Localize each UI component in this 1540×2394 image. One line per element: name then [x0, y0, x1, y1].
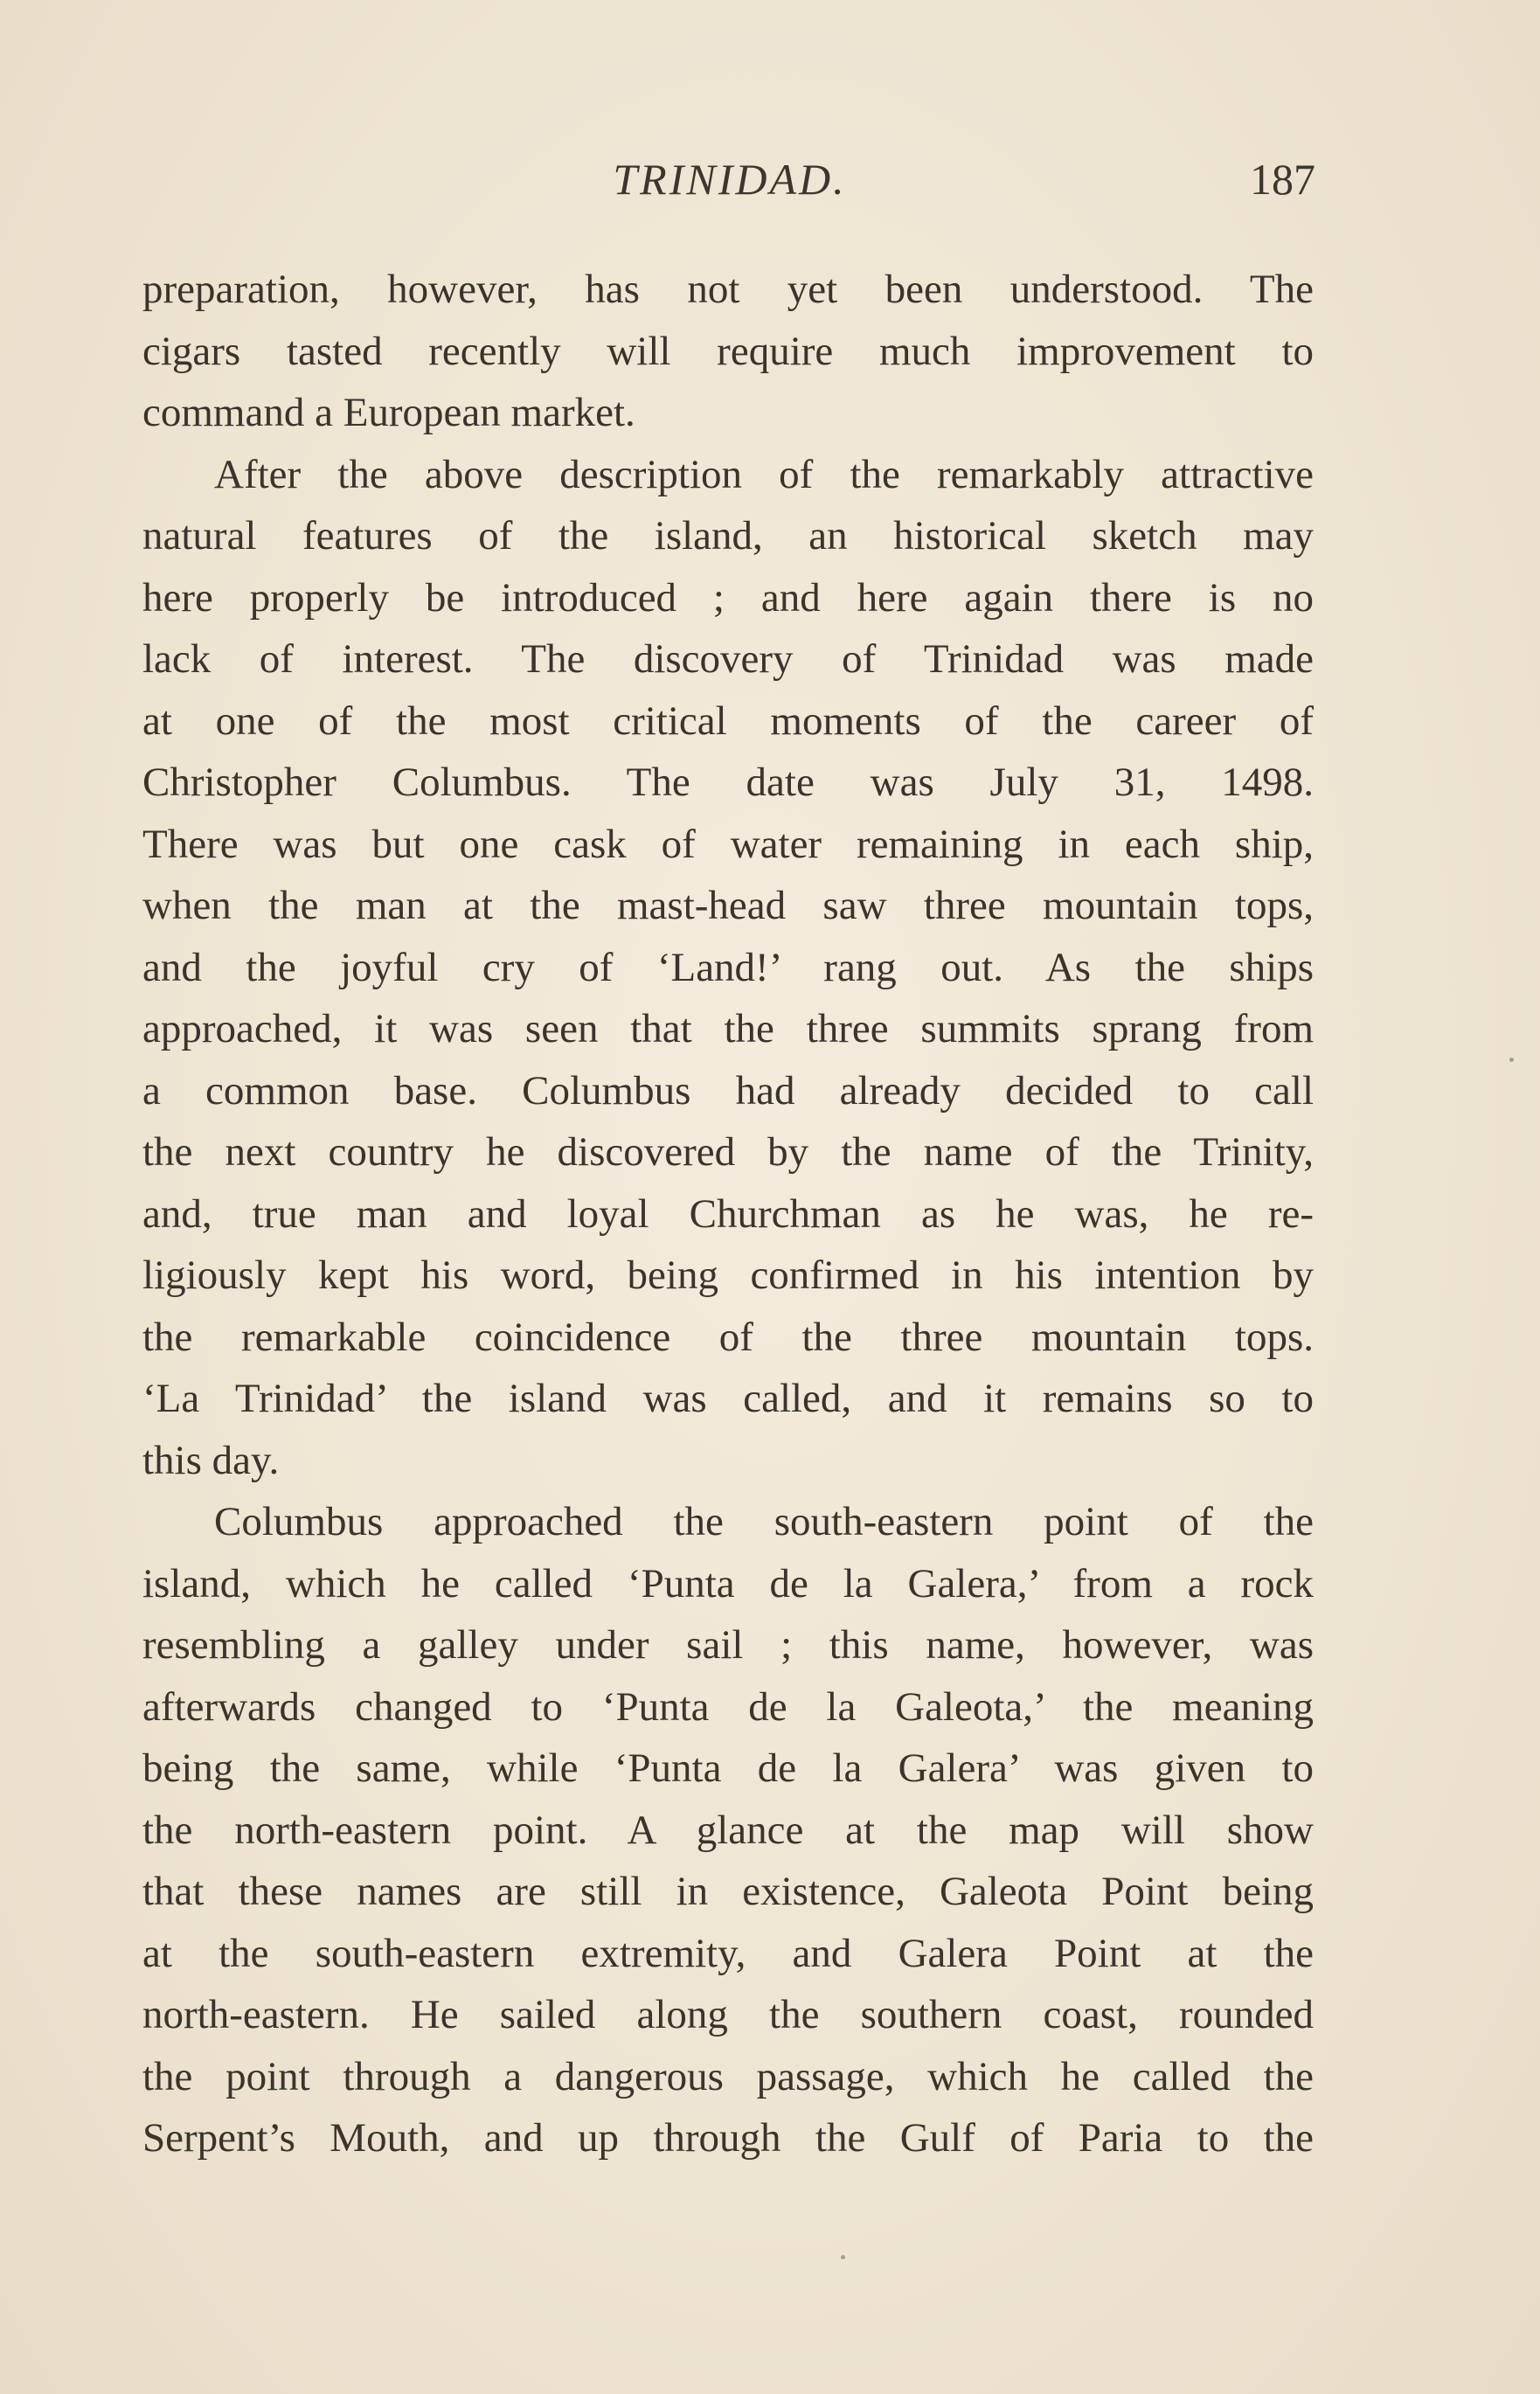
text-line: command a European market. — [142, 390, 635, 435]
text-line: that these names are still in existence, Galeota Point being — [142, 1869, 1314, 1914]
text-line: at one of the most critical moments of the career of — [142, 697, 1314, 744]
text-line: afterwards changed to ‘Punta de la Galeota,’ the meaning — [142, 1683, 1314, 1730]
text-line: Serpent’s Mouth, and up through the Gulf of Paria to the — [142, 2115, 1314, 2161]
text-line: island, which he called ‘Punta de la Galera,’ from a rock — [142, 1560, 1314, 1606]
text-line: this day. — [142, 1437, 280, 1483]
running-title: TRINIDAD. — [613, 155, 847, 204]
page-number: 187 — [1250, 155, 1315, 204]
text-line: and the joyful cry of ‘Land!’ rang out. As the ships — [142, 944, 1314, 990]
text-line: when the man at the mast-head saw three mountain tops, — [142, 883, 1314, 928]
body-text — [142, 259, 1314, 2169]
text-line: natural features of the island, an historical sketch may — [142, 513, 1314, 559]
text-line: here properly be introduced ; and here again there is no — [142, 574, 1314, 621]
text-line: ligiously kept his word, being confirmed in his intention by — [142, 1253, 1314, 1298]
text-line: the remarkable coincidence of the three mountain tops. — [142, 1314, 1314, 1360]
paper-speck — [1509, 1058, 1514, 1062]
text-line: and, true man and loyal Churchman as he was, he re- — [142, 1190, 1314, 1237]
text-line: the point through a dangerous passage, which he called the — [142, 2053, 1314, 2099]
text-line: approached, it was seen that the three summits sprang from — [142, 1006, 1314, 1051]
text-line: resembling a galley under sail ; this name, however, was — [142, 1622, 1314, 1668]
text-line: being the same, while ‘Punta de la Galera’ was given to — [142, 1745, 1314, 1791]
running-head — [144, 154, 1315, 215]
text-line: Columbus approached the south-eastern point of the — [214, 1499, 1314, 1544]
text-line: north-eastern. He sailed along the southern coast, rounded — [142, 1992, 1314, 2037]
text-line: lack of interest. The discovery of Trinidad was made — [142, 636, 1314, 682]
text-line: at the south-eastern extremity, and Galera Point at the — [142, 1930, 1314, 1976]
text-line: the north-eastern point. A glance at the map will show — [142, 1807, 1314, 1853]
text-line: a common base. Columbus had already decided to call — [142, 1067, 1314, 1114]
text-line: the next country he discovered by the name of the Trinity, — [142, 1129, 1314, 1175]
text-line: After the above description of the remarkably attractive — [214, 451, 1314, 497]
text-line: Christopher Columbus. The date was July 31, 1498. — [142, 760, 1314, 805]
text-line: cigars tasted recently will require much improvement to — [142, 328, 1314, 374]
paper-speck — [841, 2255, 845, 2259]
text-line: There was but one cask of water remaining in each ship, — [142, 821, 1314, 867]
text-line: ‘La Trinidad’ the island was called, and it remains so to — [142, 1376, 1314, 1421]
text-line: preparation, however, has not yet been understood. The — [142, 267, 1314, 312]
